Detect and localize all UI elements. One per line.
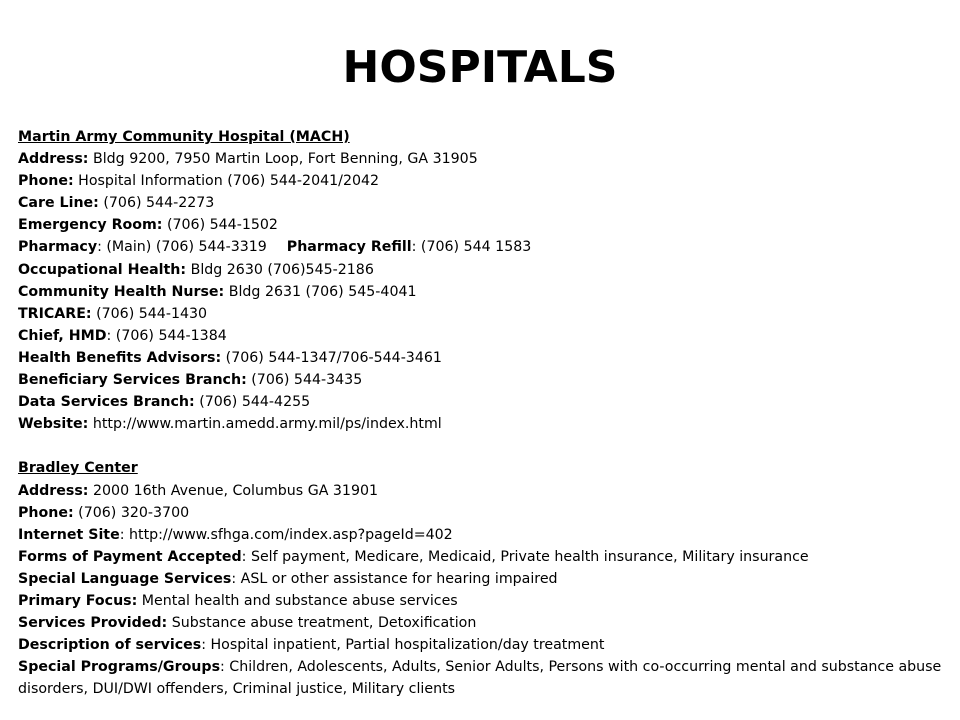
bradley-services-value: Substance abuse treatment, Detoxification xyxy=(167,615,477,632)
mach-occupational-health xyxy=(18,259,948,281)
mach-refill-value: : (706) 544 1583 xyxy=(411,239,532,256)
mach-er-value: (706) 544-1502 xyxy=(162,217,278,234)
bradley-internet-value: : http://www.sfhga.com/index.asp?pageId=402 xyxy=(119,526,453,543)
mach-dsb-value: (706) 544-4255 xyxy=(194,394,311,411)
mach-tricare-label: TRICARE: xyxy=(18,305,92,322)
page-title: HOSPITALS xyxy=(342,42,618,93)
bradley-focus-label: Primary Focus: xyxy=(18,592,138,609)
bradley-desc-label: Description of services xyxy=(18,637,202,654)
mach-beneficiary-services xyxy=(18,369,948,391)
bradley-focus-value: Mental health and substance abuse services xyxy=(137,592,458,609)
bradley-payment xyxy=(18,546,948,568)
mach-community-health-nurse xyxy=(18,281,948,303)
mach-hba-value: (706) 544-1347/706-544-3461 xyxy=(221,349,442,366)
mach-occ-label: Occupational Health: xyxy=(18,261,187,278)
mach-care-line xyxy=(18,192,948,214)
bradley-payment-label: Forms of Payment Accepted xyxy=(18,548,242,565)
bradley-language-services xyxy=(18,568,948,590)
hospital-list xyxy=(18,126,948,700)
mach-phone-value: Hospital Information (706) 544-2041/2042 xyxy=(73,173,380,190)
mach-bsb-label: Beneficiary Services Branch: xyxy=(18,372,247,389)
bradley-phone-value: (706) 320-3700 xyxy=(73,504,190,521)
mach-address xyxy=(18,148,948,170)
mach-health-benefits-advisors xyxy=(18,347,948,369)
mach-website xyxy=(18,413,948,435)
mach-pharmacy xyxy=(18,236,948,258)
mach-heading: Martin Army Community Hospital (MACH) xyxy=(18,129,350,145)
mach-emergency-room xyxy=(18,214,948,236)
mach-refill-label: Pharmacy Refill xyxy=(286,239,412,256)
mach-tricare-value: (706) 544-1430 xyxy=(91,305,208,322)
bradley-heading: Bradley Center xyxy=(18,460,138,477)
mach-chief-hmd xyxy=(18,325,948,347)
bradley-internet-site xyxy=(18,524,948,546)
bradley-address xyxy=(18,480,948,502)
mach-dsb-label: Data Services Branch: xyxy=(18,394,195,411)
bradley-special-programs xyxy=(18,656,948,700)
mach-address-value: Bldg 9200, 7950 Martin Loop, Fort Benning, GA 31905 xyxy=(88,151,478,168)
bradley-phone-label: Phone: xyxy=(18,504,74,521)
mach-tricare xyxy=(18,303,948,325)
mach-occ-value: Bldg 2630 (706)545-2186 xyxy=(186,261,374,278)
bradley-desc-value: : Hospital inpatient, Partial hospitalization/day treatment xyxy=(201,637,605,654)
mach-address-label: Address: xyxy=(18,151,89,168)
mach-website-value: http://www.martin.amedd.army.mil/ps/index.html xyxy=(88,416,442,433)
mach-phone-label: Phone: xyxy=(18,173,74,190)
mach-chn-label: Community Health Nurse: xyxy=(18,283,225,300)
section-spacer xyxy=(18,435,948,457)
mach-hba-label: Health Benefits Advisors: xyxy=(18,349,222,366)
bradley-services-provided xyxy=(18,612,948,634)
bradley-primary-focus xyxy=(18,590,948,612)
mach-phone xyxy=(18,170,948,192)
mach-chn-value: Bldg 2631 (706) 545-4041 xyxy=(224,283,417,300)
bradley-phone xyxy=(18,502,948,524)
bradley-programs-label: Special Programs/Groups xyxy=(18,659,221,676)
mach-chief-value: : (706) 544-1384 xyxy=(106,327,227,344)
bradley-programs-value: : Children, Adolescents, Adults, Senior Adults, Persons with co-occurring mental and substance abuse disorders, DUI/DWI offenders, Criminal justice, Military clients xyxy=(18,659,942,698)
mach-pharmacy-value: : (Main) (706) 544-3319 xyxy=(97,239,267,256)
bradley-language-label: Special Language Services xyxy=(18,570,232,587)
bradley-payment-value: : Self payment, Medicare, Medicaid, Private health insurance, Military insurance xyxy=(241,548,809,565)
mach-care-line-value: (706) 544-2273 xyxy=(98,195,215,212)
bradley-internet-label: Internet Site xyxy=(18,526,120,543)
mach-chief-label: Chief, HMD xyxy=(18,327,107,344)
bradley-description xyxy=(18,634,948,656)
mach-website-label: Website: xyxy=(18,416,89,433)
mach-bsb-value: (706) 544-3435 xyxy=(246,372,363,389)
mach-care-line-label: Care Line: xyxy=(18,195,99,212)
bradley-address-label: Address: xyxy=(18,482,89,499)
bradley-address-value: 2000 16th Avenue, Columbus GA 31901 xyxy=(88,482,379,499)
mach-pharmacy-label: Pharmacy xyxy=(18,239,98,256)
mach-data-services xyxy=(18,391,948,413)
bradley-services-label: Services Provided: xyxy=(18,615,168,632)
bradley-language-value: : ASL or other assistance for hearing impaired xyxy=(231,570,558,587)
mach-er-label: Emergency Room: xyxy=(18,217,163,234)
